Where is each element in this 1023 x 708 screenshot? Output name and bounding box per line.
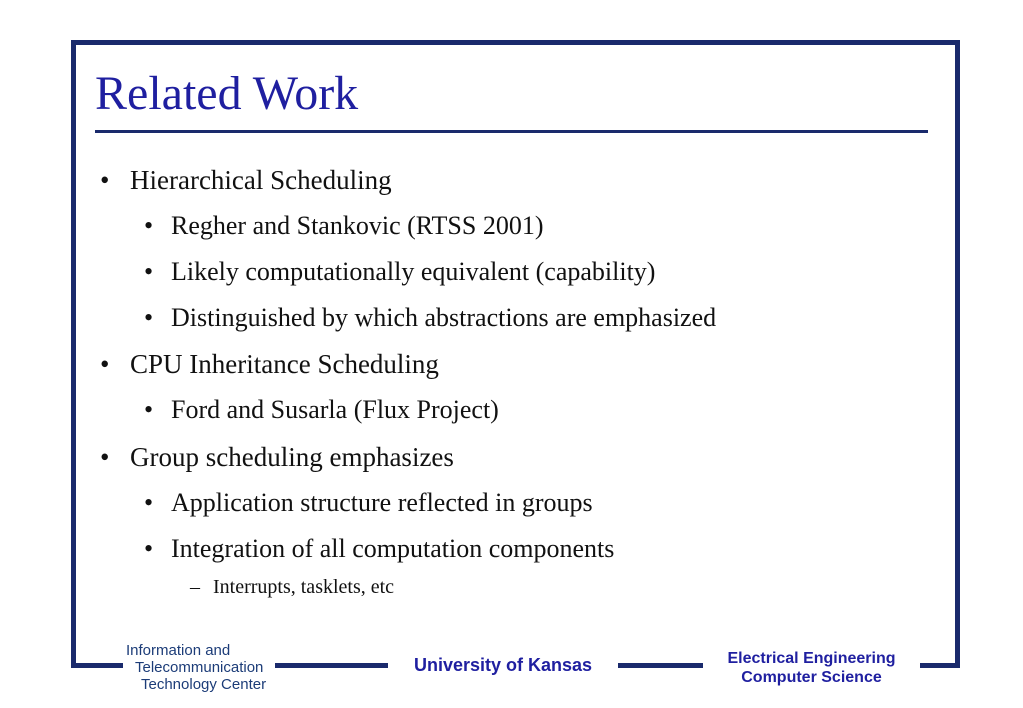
bullet-text: CPU Inheritance Scheduling bbox=[130, 349, 439, 379]
bullet-item-level-2 bbox=[144, 534, 615, 563]
bullet-item-level-1 bbox=[100, 165, 392, 195]
bullet-item-level-2 bbox=[144, 211, 544, 240]
bullet-item-level-2 bbox=[144, 303, 717, 332]
bullet-text: Distinguished by which abstractions are emphasized bbox=[171, 303, 717, 332]
frame-bottom-border-segment bbox=[71, 663, 123, 668]
logo-line: Information and bbox=[126, 642, 231, 659]
department-line: Electrical Engineering bbox=[727, 650, 896, 667]
bullet-text: Application structure reflected in groups bbox=[171, 488, 593, 517]
bullet-marker: • bbox=[100, 442, 110, 472]
title-underline bbox=[95, 130, 928, 133]
bullet-text: Integration of all computation components bbox=[171, 534, 615, 563]
bullet-marker: • bbox=[144, 257, 154, 286]
bullet-item-level-1 bbox=[100, 442, 454, 472]
bullet-marker: • bbox=[144, 395, 154, 424]
department-line: Computer Science bbox=[741, 669, 882, 686]
frame-right-border bbox=[955, 40, 960, 668]
bullet-marker: – bbox=[190, 576, 200, 598]
bullet-item-level-2 bbox=[144, 488, 593, 517]
bullet-item-level-1 bbox=[100, 349, 439, 379]
bullet-marker: • bbox=[144, 211, 154, 240]
logo-line: Telecommunication bbox=[135, 659, 264, 676]
bullet-text: Interrupts, tasklets, etc bbox=[213, 576, 395, 598]
bullet-marker: • bbox=[144, 303, 154, 332]
footer-department bbox=[703, 649, 920, 687]
bullet-item-level-3 bbox=[190, 576, 395, 598]
bullet-item-level-2 bbox=[144, 257, 656, 286]
frame-bottom-border-segment bbox=[920, 663, 960, 668]
logo-line: Technology Center bbox=[141, 676, 267, 693]
bullet-text: Likely computationally equivalent (capability) bbox=[171, 257, 656, 286]
bullet-marker: • bbox=[100, 165, 110, 195]
bullet-marker: • bbox=[144, 488, 154, 517]
bullet-text: Regher and Stankovic (RTSS 2001) bbox=[171, 211, 544, 240]
bullet-marker: • bbox=[144, 534, 154, 563]
slide-title: Related Work bbox=[95, 67, 359, 120]
frame-bottom-border-segment bbox=[618, 663, 703, 668]
itc-logo bbox=[123, 642, 275, 694]
bullet-item-level-2 bbox=[144, 395, 499, 424]
bullet-text: Group scheduling emphasizes bbox=[130, 442, 454, 472]
frame-top-border bbox=[71, 40, 960, 45]
bullet-text: Ford and Susarla (Flux Project) bbox=[171, 395, 499, 424]
frame-left-border bbox=[71, 40, 76, 668]
bullet-text: Hierarchical Scheduling bbox=[130, 165, 392, 195]
frame-bottom-border-segment bbox=[275, 663, 388, 668]
bullet-marker: • bbox=[100, 349, 110, 379]
footer-university: University of Kansas bbox=[413, 655, 593, 675]
